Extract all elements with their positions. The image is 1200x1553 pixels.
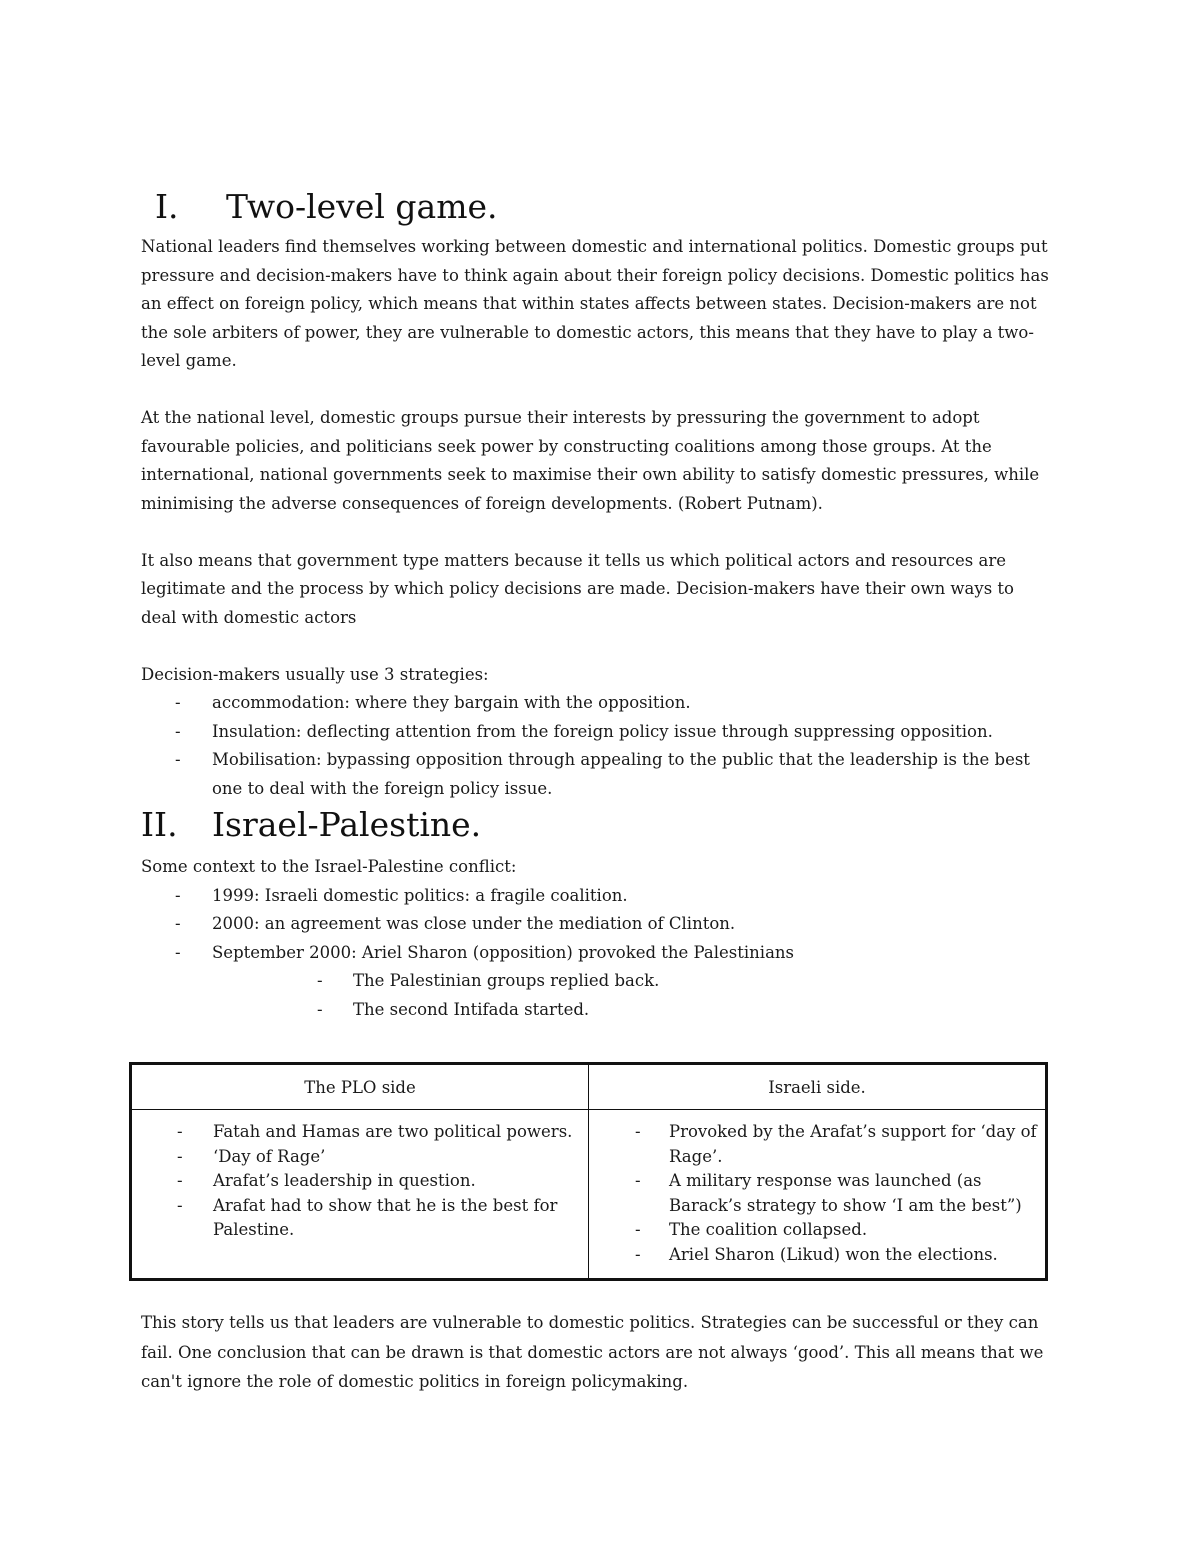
section-number: I. [155, 187, 179, 226]
paragraph: It also means that government type matters because it tells us which political actors and resources are legitimate and the process by which policy decisions are made. Decision-makers have their own ways to deal with domestic actors [141, 550, 1014, 627]
list-item: - A military response was launched (as Barack’s strategy to show ‘I am the best”) [589, 1169, 1039, 1218]
list-item [141, 939, 1053, 1025]
conclusion-block [141, 1308, 1061, 1397]
section-heading-israel-palestine [141, 801, 1053, 849]
section-number: II. [141, 805, 178, 844]
events-list [141, 882, 1053, 1025]
list-item: - 2000: an agreement was close under the mediation of Clinton. [141, 910, 1053, 939]
list-item: - accommodation: where they bargain with the opposition. [141, 689, 1053, 718]
list-item-text: September 2000: Ariel Sharon (opposition) provoked the Palestinians [212, 942, 795, 962]
section-title: Two-level game. [226, 187, 498, 226]
list-item: - 1999: Israeli domestic politics: a fragile coalition. [141, 882, 1053, 911]
table-header-plo: The PLO side [131, 1064, 589, 1110]
list-item: - The second Intifada started. [212, 996, 1053, 1025]
list-item: - The Palestinian groups replied back. [212, 967, 1053, 996]
document-body [141, 183, 1053, 1024]
table-cell-israel [589, 1110, 1047, 1280]
table-header-row [131, 1064, 1047, 1110]
list-item: - ‘Day of Rage’ [132, 1145, 582, 1170]
list-item: - Insulation: deflecting attention from the foreign policy issue through suppressing opposition. [141, 718, 1053, 747]
list-item: - Mobilisation: bypassing opposition through appealing to the public that the leadership is the best one to deal with the foreign policy issue. [141, 746, 1053, 803]
list-item: - Arafat’s leadership in question. [132, 1169, 582, 1194]
table-cell-plo [131, 1110, 589, 1280]
israel-list [589, 1120, 1039, 1267]
strategies-intro: Decision-makers usually use 3 strategies: [141, 664, 489, 684]
context-intro: Some context to the Israel-Palestine conflict: [141, 857, 517, 876]
list-item: - The coalition collapsed. [589, 1218, 1039, 1243]
list-item: - Fatah and Hamas are two political powers. [132, 1120, 582, 1145]
paragraph: At the national level, domestic groups pursue their interests by pressuring the government to adopt favourable policies, and politicians seek power by constructing coalitions among those groups. At the international, national governments seek to maximise their own ability to satisfy domestic pressures, while minimising the adverse consequences of foreign developments. (Robert Putnam). [141, 408, 1040, 513]
strategies-list [141, 689, 1053, 803]
list-item: - Provoked by the Arafat’s support for ‘day of Rage’. [589, 1120, 1039, 1169]
conclusion-paragraph: This story tells us that leaders are vulnerable to domestic politics. Strategies can be successful or they can fail. One conclusion that can be drawn is that domestic actors are not always ‘good’. This all means that we can't ignore the role of domestic politics in foreign policymaking. [141, 1313, 1044, 1391]
list-item: - Ariel Sharon (Likud) won the elections. [589, 1243, 1039, 1268]
table-header-israel: Israeli side. [589, 1064, 1047, 1110]
comparison-table [129, 1062, 1048, 1281]
section-heading-two-level-game [141, 183, 1053, 231]
plo-list [132, 1120, 582, 1243]
table-row [131, 1110, 1047, 1280]
sub-events-list [212, 967, 1053, 1024]
section-title: Israel-Palestine. [212, 805, 482, 844]
list-item: - Arafat had to show that he is the best for Palestine. [132, 1194, 582, 1243]
paragraph: National leaders find themselves working between domestic and international politics. Domestic groups put pressure and decision-makers have to think again about their foreign policy decisions. Domestic politics has an effect on foreign policy, which means that within states affects between states. Decision-makers are not the sole arbiters of power, they are vulnerable to domestic actors, this means that they have to play a two-level game. [141, 237, 1049, 370]
